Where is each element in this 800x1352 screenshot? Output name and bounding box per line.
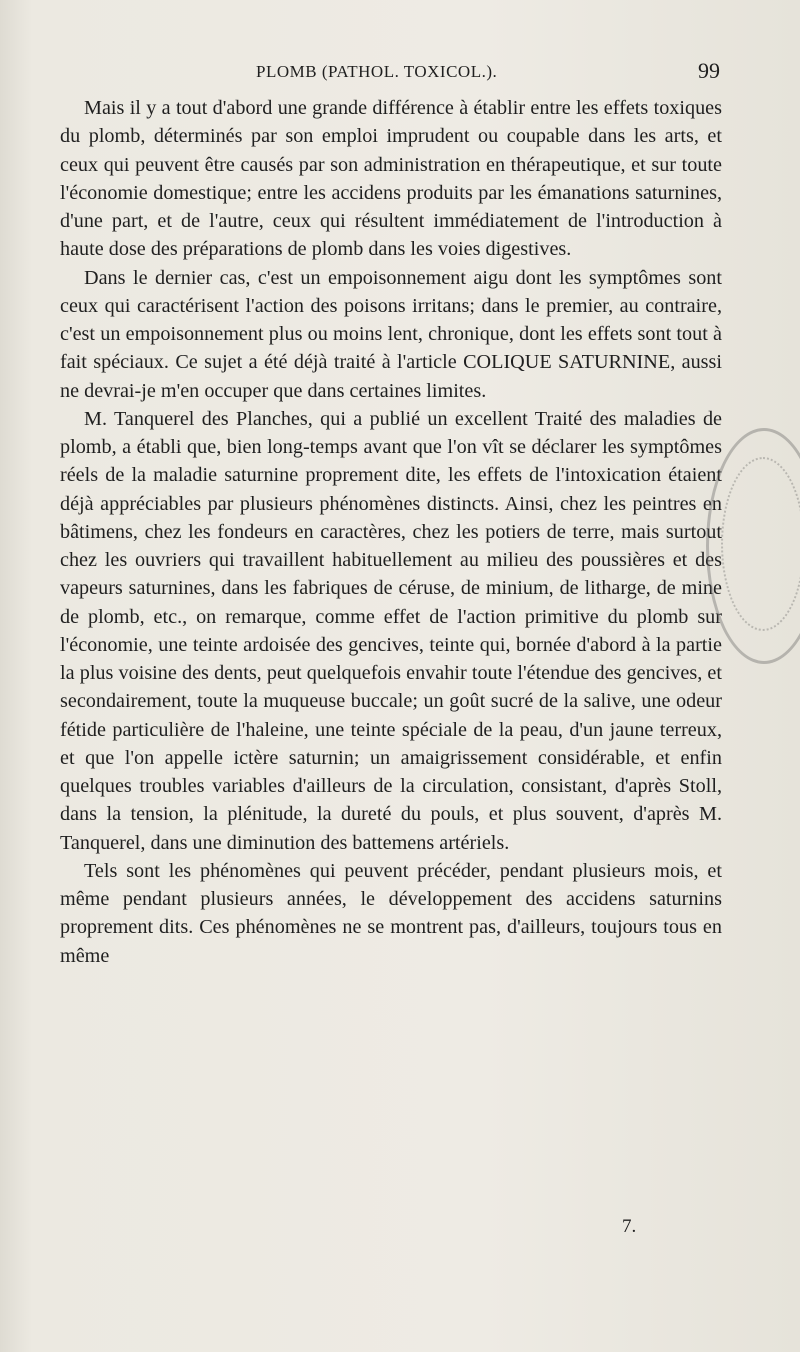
library-stamp-ring: [721, 457, 800, 631]
page-header: [60, 58, 720, 84]
body-text: [60, 94, 722, 970]
paragraph: M. Tanquerel des Planches, qui a publié un excellent Traité des maladies de plomb, a établi que, bien long-temps avant que l'on vît se déclarer les symptômes réels de la maladie saturnine proprement dite, les effets de l'intoxication étaient déjà appréciables par plusieurs phénomènes distincts. Ainsi, chez les peintres en bâtimens, chez les fondeurs en caractères, chez les potiers de terre, mais surtout chez les ouvriers qui travaillent habituellement au milieu des poussières et des vapeurs saturnines, dans les fabriques de céruse, de minium, de litharge, de mine de plomb, etc., on remarque, comme effet de l'action primitive du plomb sur l'économie, une teinte ardoisée des gencives, teinte qui, bornée d'abord à la partie la plus voisine des dents, peut quelquefois envahir toute l'étendue des gencives, et secondairement, toute la muqueuse buccale; un goût sucré de la salive, une odeur fétide particulière de l'haleine, une teinte spéciale de la peau, d'un jaune terreux, et que l'on appelle ictère saturnin; un amaigrissement considérable, et enfin quelques troubles variables d'ailleurs de la circulation, consistant, d'après Stoll, dans la tension, la plénitude, la dureté du pouls, et plus souvent, d'après M. Tanquerel, dans une diminution des battemens artériels.: [60, 407, 722, 854]
paragraph: Dans le dernier cas, c'est un empoisonnement aigu dont les symptômes sont ceux qui caractérisent l'action des poisons irritans; dans le premier, au contraire, c'est un empoisonnement plus ou moins lent, chronique, dont les effets sont tout à fait spéciaux. Ce sujet a été déjà traité à l'article COLIQUE SATURNINE, aussi ne devrai-je m'en occuper que dans certaines limites.: [60, 266, 722, 402]
running-head: PLOMB (PATHOL. TOXICOL.).: [256, 62, 498, 81]
page-number: 99: [698, 58, 720, 83]
paragraph: Mais il y a tout d'abord une grande différence à établir entre les effets toxiques du plomb, déterminés par son emploi imprudent ou coupable dans les arts, et ceux qui peuvent être causés par son administration en thérapeutique, et sur toute l'économie domestique; entre les accidens produits par les émanations saturnines, d'une part, et de l'autre, ceux qui résultent immédiatement de l'introduction à haute dose des préparations de plomb dans les voies digestives.: [60, 97, 722, 261]
paragraph: Tels sont les phénomènes qui peuvent précéder, pendant plusieurs mois, et même pendant plusieurs années, le développement des accidens saturnins proprement dits. Ces phénomènes ne se montrent pas, d'ailleurs, toujours tous en même: [60, 859, 722, 967]
signature-mark: 7.: [622, 1216, 637, 1237]
